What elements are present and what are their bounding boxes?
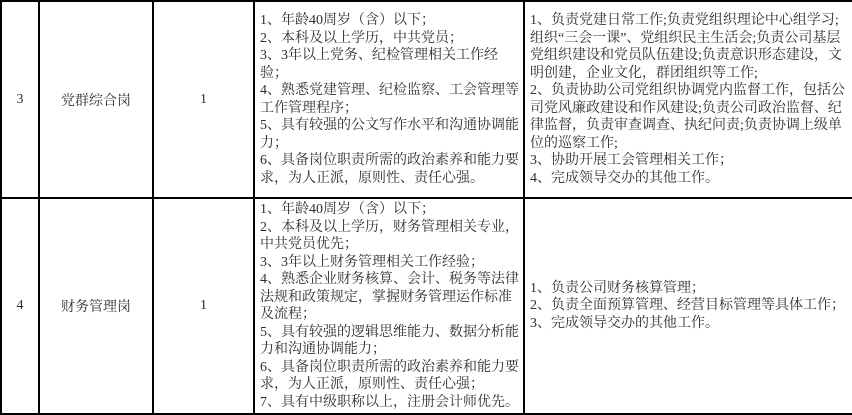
- row-index: 3: [1, 1, 39, 198]
- headcount: 1: [153, 1, 254, 198]
- duties-cell: [524, 198, 852, 414]
- table-row: [1, 1, 852, 198]
- list-item-line: 1、年龄40周岁（含）以下；: [260, 202, 435, 217]
- list-item-line: 3、协助开展工会管理相关工作；: [530, 153, 733, 168]
- list-item-line: 4、熟悉党建管理、纪检监察、工会管理等工作管理程序；: [260, 83, 519, 116]
- position-name: 党群综合岗: [39, 1, 153, 198]
- requirements-cell: [254, 1, 524, 198]
- position-name: 财务管理岗: [39, 198, 153, 414]
- table-row: [1, 198, 852, 414]
- list-item-line: 1、年龄40周岁（含）以下；: [260, 13, 435, 28]
- list-item-line: 5、具有较强的逻辑思维能力、数据分析能力和沟通协调能力；: [260, 324, 519, 357]
- headcount: 1: [153, 198, 254, 414]
- list-item-line: 1、负责公司财务核算管理；: [530, 280, 705, 296]
- list-item-line: 3、3年以上财务管理相关工作经验；: [260, 254, 484, 270]
- list-item-line: 4、完成领导交办的其他工作。: [530, 170, 719, 186]
- list-item-line: 3、3年以上党务、纪检管理相关工作经验；: [260, 48, 498, 81]
- list-item-line: 4、熟悉企业财务核算、会计、税务等法律法规和政策规定，掌握财务管理运作标准及流程；: [260, 272, 519, 322]
- list-item-line: 2、本科及以上学历，财务管理相关专业，中共党员优先；: [260, 219, 519, 252]
- list-item-line: 2、负责全面预算管理、经营目标管理等具体工作；: [530, 298, 845, 314]
- duties-cell: [524, 1, 852, 198]
- list-item-line: 2、负责协助公司党组织协调党内监督工作，包括公司党风廉政建设和作风建设;负责公司政治监督、纪律监督，负责审查调查、执纪问责;负责协调上级单位的巡察工作;: [530, 83, 845, 151]
- list-item-line: 7、具有中级职称以上，注册会计师优先。: [260, 394, 519, 410]
- list-item-line: 3、完成领导交办的其他工作。: [530, 315, 719, 331]
- list-item-line: 6、具备岗位职责所需的政治素养和能力要求，为人正派，原则性、责任心强。: [260, 153, 519, 186]
- list-item-line: 5、具有较强的公文写作水平和沟通协调能力；: [260, 118, 519, 151]
- list-item-line: 2、本科及以上学历，中共党员；: [260, 30, 463, 46]
- requirements-cell: [254, 198, 524, 414]
- list-item-line: 6、具备岗位职责所需的政治素养和能力要求，为人正派，原则性、责任心强；: [260, 359, 519, 392]
- list-item-line: 1、负责党建日常工作;负责党组织理论中心组学习;组织“三会一课”、党组织民主生活会;负责公司基层党组织建设和党员队伍建设;负责意识形态建设，文明创建，企业文化，群团组织等工作;: [530, 13, 842, 81]
- row-index: 4: [1, 198, 39, 414]
